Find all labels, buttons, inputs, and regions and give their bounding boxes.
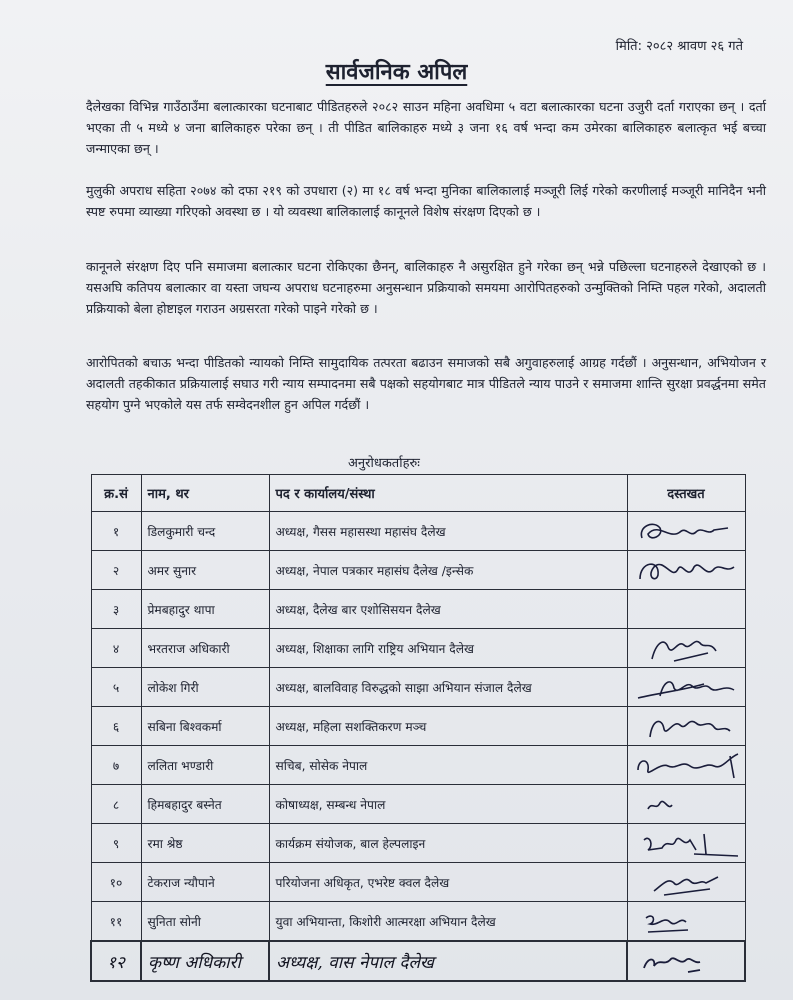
row-serial: ८ <box>91 785 141 824</box>
table-row <box>91 824 745 863</box>
row-serial: ११ <box>91 902 141 942</box>
signature-mark <box>634 865 742 899</box>
signature-cell <box>627 785 745 824</box>
row-name: डिलकुमारी चन्द <box>141 512 269 551</box>
row-position: कार्यक्रम संयोजक, बाल हेल्पलाइन <box>269 824 627 863</box>
row-name: सबिना बिश्वकर्मा <box>141 707 269 746</box>
row-name: कृष्ण अधिकारी <box>141 941 269 981</box>
table-row <box>91 941 745 981</box>
signature-cell <box>627 902 745 942</box>
row-serial: १ <box>91 512 141 551</box>
signature-cell <box>627 707 745 746</box>
row-serial: ३ <box>91 590 141 629</box>
signature-cell <box>627 551 745 590</box>
table-row <box>91 629 745 668</box>
requesters-heading: अनुरोधकर्ताहरुः <box>348 456 420 471</box>
paragraph-2: मुलुकी अपराध सहिता २०७४ को दफा २१९ को उपधारा (२) मा १८ वर्ष भन्दा मुनिका बालिकालाई मञ्जूरी लिई गरेको करणीलाई मञ्जूरी मानिदैन भनी स्पष्ट रुपमा व्याख्या गरिएको अवस्था छ । यो व्यवस्था बालिकालाई कानूनले विशेष संरक्षण दिएको छ । <box>86 183 766 219</box>
row-position: अध्यक्ष, दैलेख बार एशोसिसयन दैलेख <box>269 590 627 629</box>
row-name: लोकेश गिरी <box>141 668 269 707</box>
row-name: प्रेमबहादुर थापा <box>141 590 269 629</box>
row-position: कोषाध्यक्ष, सम्बन्ध नेपाल <box>269 785 627 824</box>
row-position: परियोजना अधिकृत, एभरेष्ट क्वल दैलेख <box>269 863 627 902</box>
row-position: अध्यक्ष, बालविवाह विरुद्धको साझा अभियान संजाल दैलेख <box>269 668 627 707</box>
signature-cell <box>627 629 745 668</box>
row-position: अध्यक्ष, नेपाल पत्रकार महासंघ दैलेख /इन्सेक <box>269 551 627 590</box>
header-signature: दस्तखत <box>627 475 745 512</box>
signature-cell <box>627 512 745 551</box>
table-row <box>91 746 745 785</box>
row-position: अध्यक्ष, वास नेपाल दैलेख <box>269 941 627 981</box>
signature-mark <box>634 631 742 665</box>
table-row <box>91 512 745 551</box>
row-name: हिमबहादुर बस्नेत <box>141 785 269 824</box>
row-position: सचिब, सोसेक नेपाल <box>269 746 627 785</box>
signature-cell <box>627 668 745 707</box>
row-serial: १० <box>91 863 141 902</box>
table-row <box>91 551 745 590</box>
row-position: युवा अभियान्ता, किशोरी आत्मरक्षा अभियान दैलेख <box>269 902 627 942</box>
row-serial: २ <box>91 551 141 590</box>
signature-cell <box>627 941 745 981</box>
table-row <box>91 863 745 902</box>
row-position: अध्यक्ष, गैसस महासस्था महासंघ दैलेख <box>269 512 627 551</box>
signature-mark <box>634 709 742 743</box>
table-row <box>91 707 745 746</box>
date-line: मिति: २०८२ श्रावण २६ गते <box>615 39 743 54</box>
signature-mark <box>634 553 742 587</box>
table-header-row <box>91 475 745 512</box>
signature-cell <box>627 863 745 902</box>
row-position: अध्यक्ष, शिक्षाका लागि राष्ट्रिय अभियान दैलेख <box>269 629 627 668</box>
signature-mark <box>634 514 742 548</box>
signature-mark <box>634 904 742 938</box>
signature-mark <box>634 826 742 860</box>
signature-mark <box>634 748 742 782</box>
row-name: सुनिता सोनी <box>141 902 269 942</box>
row-name: भरतराज अधिकारी <box>141 629 269 668</box>
row-position: अध्यक्ष, महिला सशक्तिकरण मञ्च <box>269 707 627 746</box>
requesters-table <box>90 474 746 982</box>
row-serial: ५ <box>91 668 141 707</box>
table-row <box>91 590 745 629</box>
table-row <box>91 902 745 942</box>
row-serial: १२ <box>91 941 141 981</box>
signature-cell <box>627 824 745 863</box>
row-serial: ७ <box>91 746 141 785</box>
row-name: अमर सुनार <box>141 551 269 590</box>
header-serial: क्र.सं <box>91 475 141 512</box>
paragraph-4: आरोपितको बचाऊ भन्दा पीडितको न्यायको निम्ति सामुदायिक तत्परता बढाउन समाजको सबै अगुवाहरुलाई आग्रह गर्दछौं । अनुसन्धान, अभियोजन र अदालती तहकीकात प्रक्रियालाई सघाउ गरी न्याय सम्पादनमा सबै पक्षको सहयोगबाट मात्र पीडितले न्याय पाउने र समाजमा शान्ति सुरक्षा प्रवर्द्धनमा समेत सहयोग पुग्ने भएकोले यस तर्फ सम्वेदनशील हुन अपिल गर्दछौं । <box>86 355 766 412</box>
signature-mark <box>634 670 742 704</box>
paragraph-1: दैलेखका विभिन्न गाउँठाउँमा बलात्कारका घटनाबाट पीडितहरुले २०८२ साउन महिना अवधिमा ५ वटा बलात्कारका घटना उजुरी दर्ता गराएका छन् । दर्ता भएका ती ५ मध्ये ४ जना बालिकाहरु परेका छन् । ती पीडित बालिकाहरु मध्ये ३ जना १६ वर्ष भन्दा कम उमेरका बालिकाहरु बलात्कृत भई बच्चा जन्माएका छन् । <box>86 99 766 156</box>
signature-mark <box>634 944 742 978</box>
table-row <box>91 668 745 707</box>
signature-mark <box>634 787 742 821</box>
row-serial: ६ <box>91 707 141 746</box>
header-name: नाम, थर <box>141 475 269 512</box>
page-title: सार्वजनिक अपिल <box>325 60 468 85</box>
table-row <box>91 785 745 824</box>
row-serial: ४ <box>91 629 141 668</box>
row-name: टेकराज न्यौपाने <box>141 863 269 902</box>
signature-cell <box>627 746 745 785</box>
row-name: रमा श्रेष्ठ <box>141 824 269 863</box>
row-serial: ९ <box>91 824 141 863</box>
paragraph-3: कानूनले संरक्षण दिए पनि समाजमा बलात्कार घटना रोकिएका छैनन्, बालिकाहरु नै असुरक्षित हुने गरेका छन् भन्ने पछिल्ला घटनाहरुले देखाएको छ । यसअघि कतिपय बलात्कार वा यस्ता जघन्य अपराध घटनाहरुमा अनुसन्धान प्रक्रियाको समयमा आरोपितहरुको उन्मुक्तिको निम्ति पहल गरेको, अदालती प्रक्रियाको बेला होष्टाइल गराउन अग्रसरता गरेको पाइने गरेको छ । <box>86 259 766 316</box>
signature-cell <box>627 590 745 629</box>
row-name: ललिता भण्डारी <box>141 746 269 785</box>
header-position: पद र कार्यालय/संस्था <box>269 475 627 512</box>
